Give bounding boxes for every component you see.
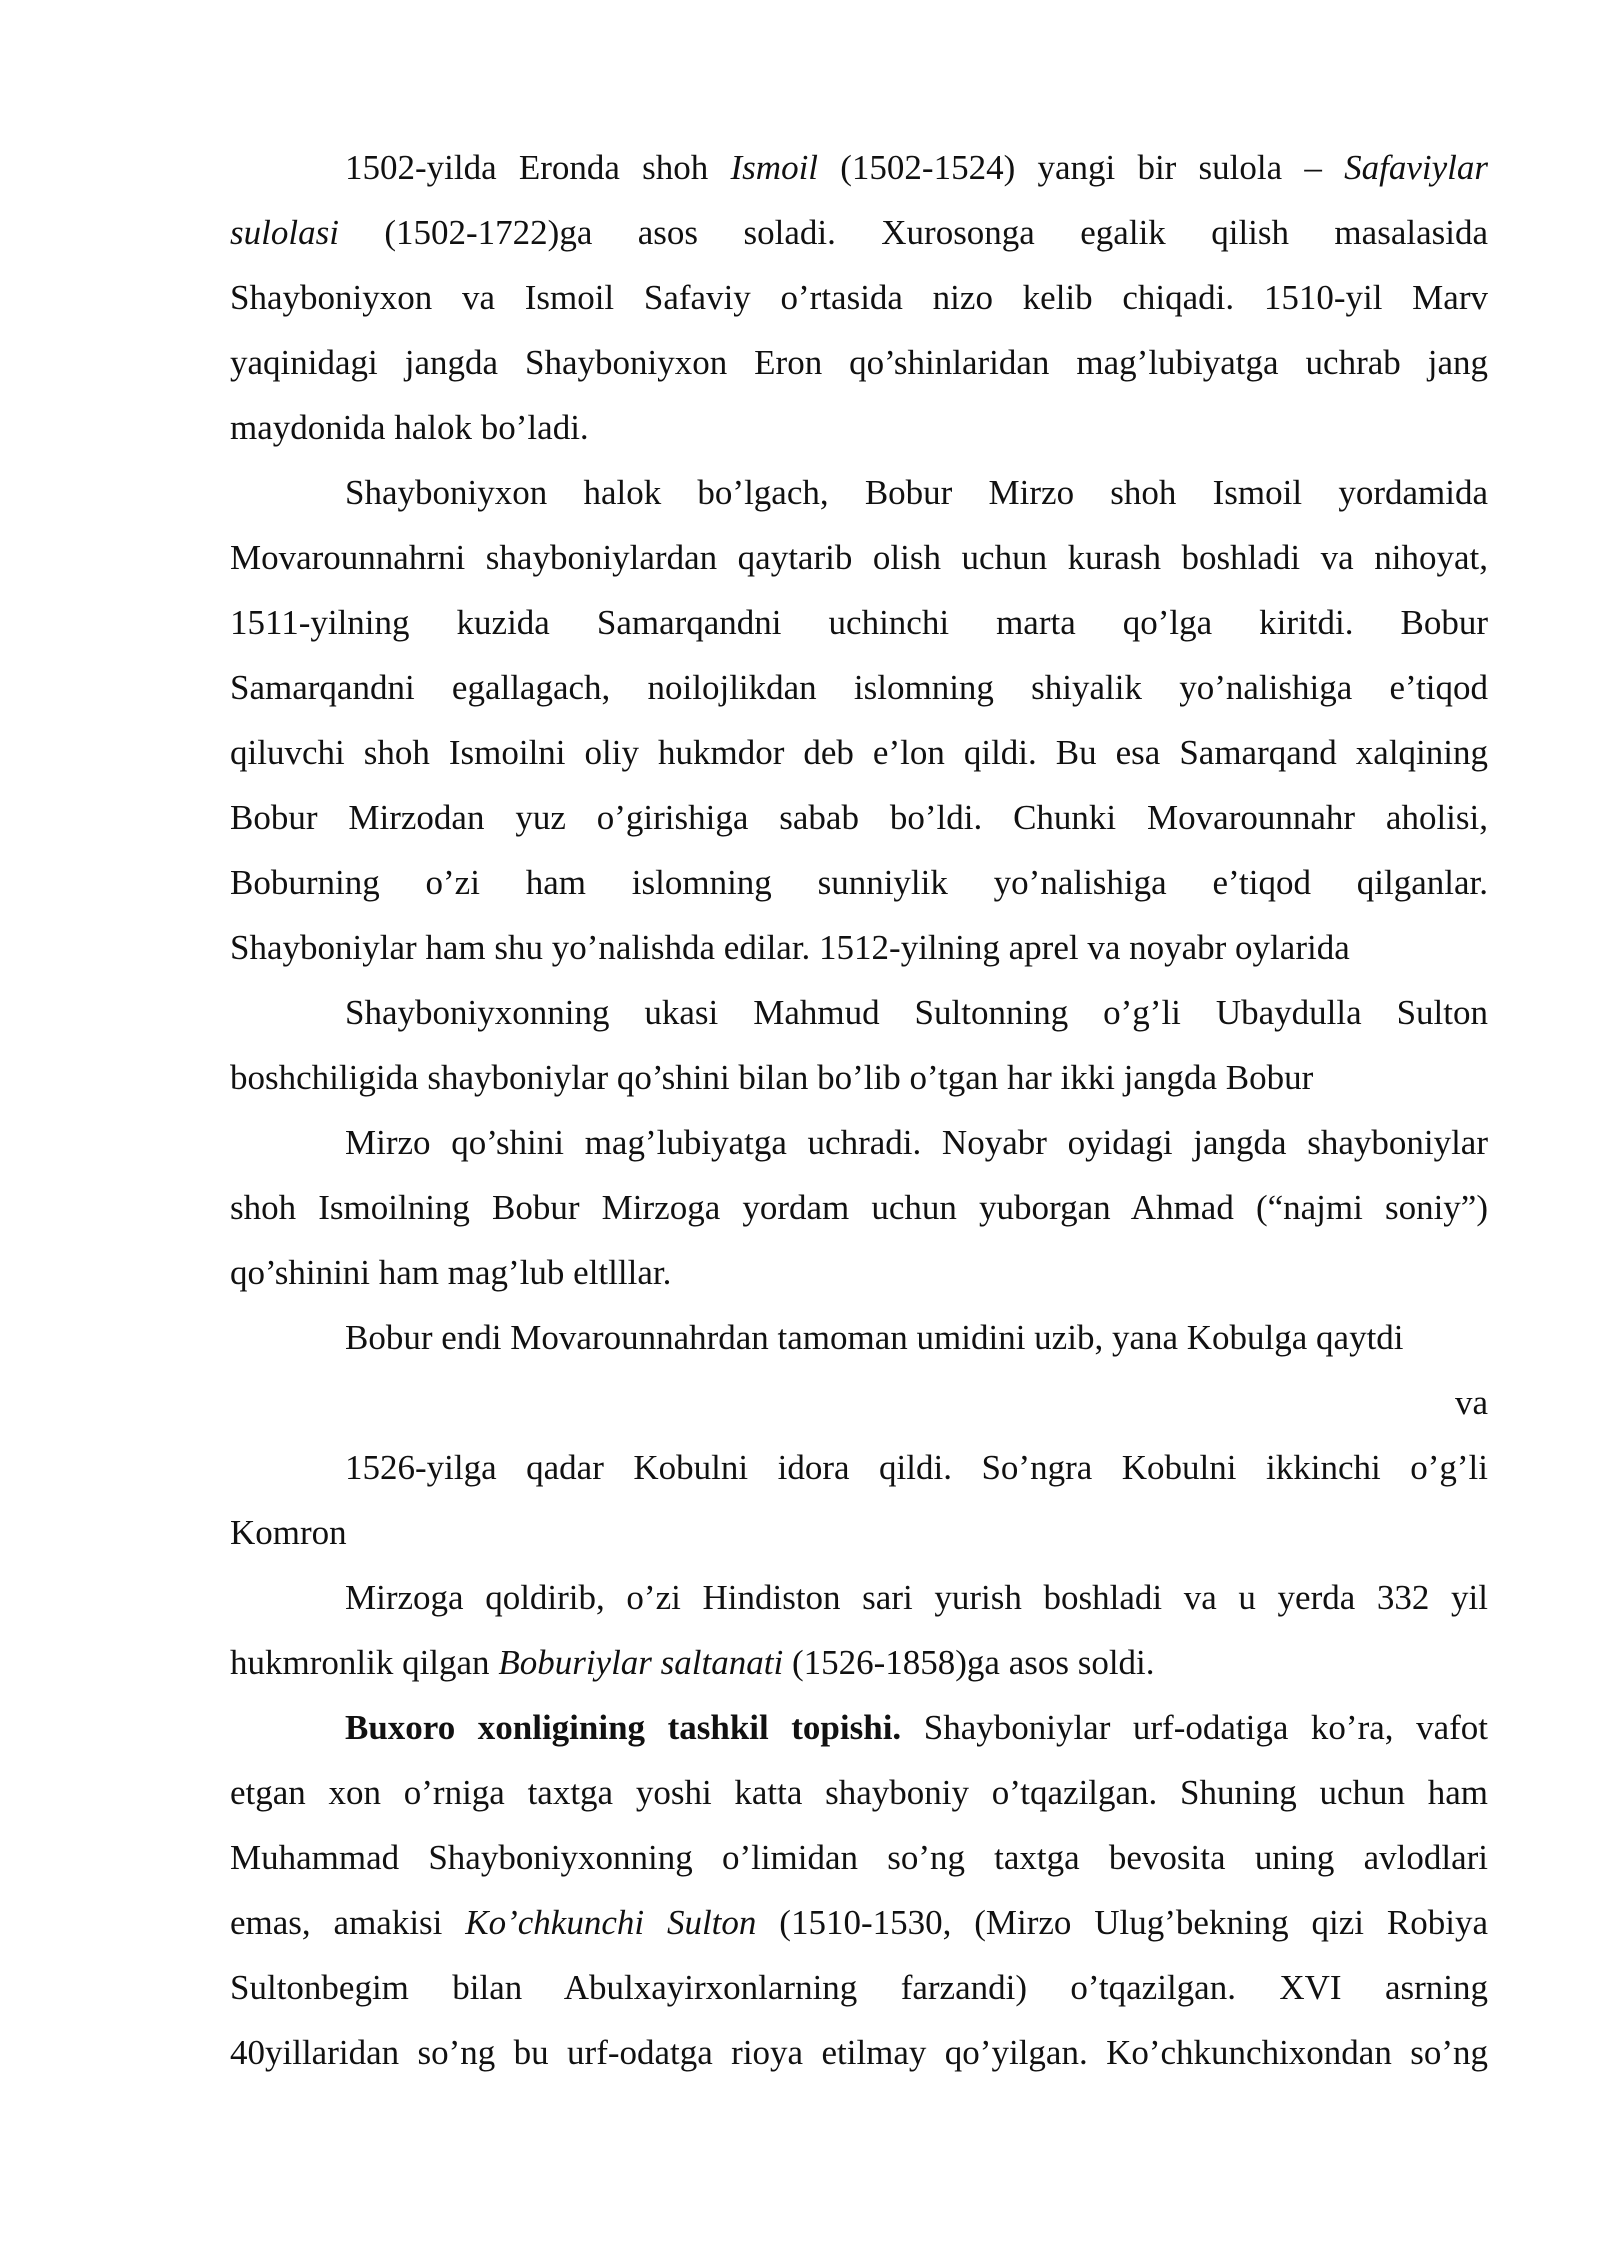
text-line — [230, 265, 1488, 330]
text-run: Mirzo qo’shini mag’lubiyatga uchradi. Noyabr oyidagi jangda shayboniylar — [345, 1123, 1488, 1162]
text-run: yaqinidagi jangda Shayboniyxon Eron qo’shinlaridan mag’lubiyatga uchrab jang — [230, 343, 1488, 382]
text-line — [230, 785, 1488, 850]
text-run: Sultonbegim bilan Abulxayirxonlarning farzandi) o’tqazilgan. XVI asrning — [230, 1968, 1488, 2007]
text-run: (1510-1530, (Mirzo Ulug’bekning qizi Robiya — [756, 1903, 1488, 1942]
text-run: Movarounnahrni shayboniylardan qaytarib olish uchun kurash boshladi va nihoyat, — [230, 538, 1488, 577]
text-line — [230, 200, 1488, 265]
text-run: 40yillaridan so’ng bu urf-odatga rioya etilmay qo’yilgan. Ko’chkunchixondan so’ng — [230, 2033, 1488, 2072]
italic-text-run: Ismoil — [730, 148, 819, 187]
text-line — [230, 2020, 1488, 2085]
text-line — [230, 1500, 1488, 1565]
text-run: 1526-yilga qadar Kobulni idora qildi. So’ngra Kobulni ikkinchi o’g’li — [345, 1448, 1488, 1487]
text-line — [230, 1045, 1488, 1110]
text-line — [230, 1695, 1488, 1760]
text-run: va — [1454, 1383, 1488, 1422]
text-run: Shayboniyxonning ukasi Mahmud Sultonning o’g’li Ubaydulla Sulton — [345, 993, 1488, 1032]
text-run: qo’shinini ham mag’lub eltlllar. — [230, 1253, 672, 1292]
text-run: (1526-1858)ga asos soldi. — [783, 1643, 1155, 1682]
text-run: Komron — [230, 1513, 347, 1552]
text-line — [230, 915, 1488, 980]
text-line — [230, 720, 1488, 785]
text-run: Shayboniyxon halok bo’lgach, Bobur Mirzo shoh Ismoil yordamida — [345, 473, 1488, 512]
text-line — [230, 1370, 1488, 1435]
text-run: Muhammad Shayboniyxonning o’limidan so’ng taxtga bevosita uning avlodlari — [230, 1838, 1488, 1877]
text-run: qiluvchi shoh Ismoilni oliy hukmdor deb e’lon qildi. Bu esa Samarqand xalqining — [230, 733, 1488, 772]
text-line — [230, 395, 1488, 460]
text-line — [230, 590, 1488, 655]
text-run: etgan xon o’rniga taxtga yoshi katta shayboniy o’tqazilgan. Shuning uchun ham — [230, 1773, 1488, 1812]
text-line — [230, 1175, 1488, 1240]
text-run: Bobur Mirzodan yuz o’girishiga sabab bo’ldi. Chunki Movarounnahr aholisi, — [230, 798, 1488, 837]
italic-text-run: sulolasi — [230, 213, 339, 252]
italic-text-run: Ko’chkunchi Sulton — [465, 1903, 757, 1942]
text-run: emas, amakisi — [230, 1903, 466, 1942]
text-run: Boburning o’zi ham islomning sunniylik yo’nalishiga e’tiqod qilganlar. — [230, 863, 1488, 902]
text-line — [230, 1240, 1488, 1305]
text-line — [230, 1630, 1488, 1695]
italic-text-run: Safaviylar — [1344, 148, 1488, 187]
text-run: shoh Ismoilning Bobur Mirzoga yordam uchun yuborgan Ahmad (“najmi soniy”) — [230, 1188, 1488, 1227]
text-line — [230, 655, 1488, 720]
text-line — [230, 1825, 1488, 1890]
text-run: (1502-1524) yangi bir sulola – — [818, 148, 1345, 187]
text-line — [230, 460, 1488, 525]
text-line — [230, 1955, 1488, 2020]
text-run: Samarqandni egallagach, noilojlikdan islomning shiyalik yo’nalishiga e’tiqod — [230, 668, 1488, 707]
text-run: Mirzoga qoldirib, o’zi Hindiston sari yurish boshladi va u yerda 332 yil — [345, 1578, 1488, 1617]
text-body — [230, 135, 1488, 2085]
text-run: maydonida halok bo’ladi. — [230, 408, 589, 447]
text-run: 1502-yilda Eronda shoh — [345, 148, 731, 187]
text-line — [230, 1110, 1488, 1175]
text-run: Bobur endi Movarounnahrdan tamoman umidini uzib, yana Kobulga qaytdi — [345, 1318, 1404, 1357]
text-run: Shayboniylar ham shu yo’nalishda edilar. 1512-yilning aprel va noyabr oylarida — [230, 928, 1350, 967]
text-line — [230, 330, 1488, 395]
text-line — [230, 1435, 1488, 1500]
text-line — [230, 1890, 1488, 1955]
text-run: Shayboniyxon va Ismoil Safaviy o’rtasida nizo kelib chiqadi. 1510-yil Marv — [230, 278, 1488, 317]
text-run: 1511-yilning kuzida Samarqandni uchinchi marta qo’lga kiritdi. Bobur — [230, 603, 1488, 642]
text-run: (1502-1722)ga asos soladi. Xurosonga egalik qilish masalasida — [338, 213, 1488, 252]
text-line — [230, 1305, 1488, 1370]
text-line — [230, 1565, 1488, 1630]
text-line — [230, 850, 1488, 915]
text-line — [230, 1760, 1488, 1825]
text-line — [230, 980, 1488, 1045]
italic-text-run: Boburiylar saltanati — [498, 1643, 784, 1682]
text-line — [230, 525, 1488, 590]
section-heading: Buxoro xonligining tashkil topishi. — [345, 1708, 902, 1747]
text-run: hukmronlik qilgan — [230, 1643, 499, 1682]
text-run: Shayboniylar urf-odatiga ko’ra, vafot — [901, 1708, 1488, 1747]
text-line — [230, 135, 1488, 200]
text-run: boshchiligida shayboniylar qo’shini bilan bo’lib o’tgan har ikki jangda Bobur — [230, 1058, 1314, 1097]
